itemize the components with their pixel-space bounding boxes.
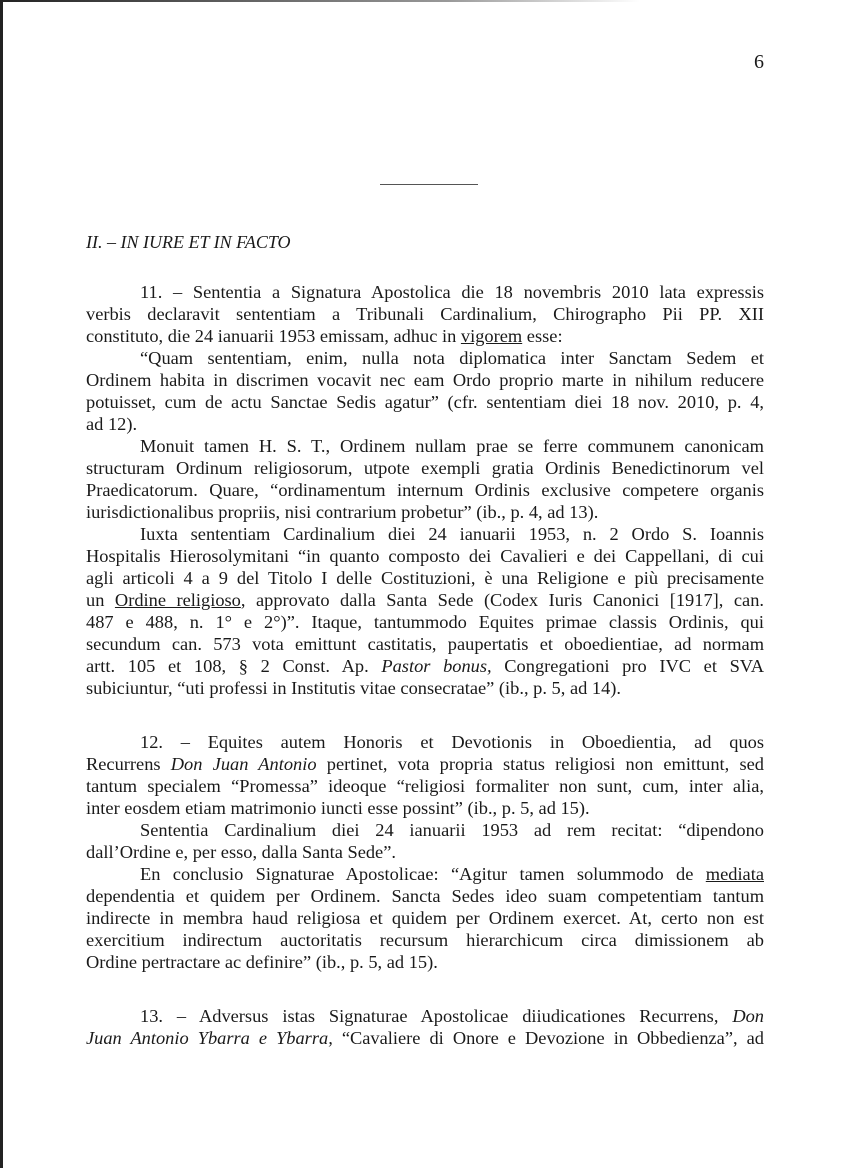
text-run: Congregationi pro IVC et SVA	[491, 656, 764, 676]
text-run: 11. – Sententia a Signatura Apostolica die 18 novembris 2010 lata expressis	[140, 282, 764, 302]
text-line	[140, 281, 764, 303]
page-number: 6	[754, 51, 764, 73]
text-run: inter eosdem etiam matrimonio iuncti esse possint” (ib., p. 5, ad 15).	[86, 798, 590, 818]
text-run: Ordine pertractare ac definire” (ib., p. 5, ad 15).	[86, 952, 438, 972]
text-line	[86, 929, 764, 951]
text-line	[86, 1027, 764, 1049]
text-run: un	[86, 590, 115, 610]
text-run: “Quam sententiam, enim, nulla nota diplomatica inter Sanctam Sedem et	[140, 348, 764, 368]
text-line	[86, 391, 764, 413]
italic-text: Juan Antonio Ybarra e Ybarra,	[86, 1028, 333, 1048]
text-line	[86, 655, 764, 677]
text-line	[140, 731, 764, 753]
text-line	[86, 303, 764, 325]
text-line	[86, 479, 764, 501]
text-run: agli articoli 4 a 9 del Titolo I delle Costituzioni, è una Religione e più precisamente	[86, 568, 764, 588]
section-heading: II. – IN IURE ET IN FACTO	[86, 232, 291, 252]
text-run: 13. – Adversus istas Signaturae Apostolicae diiudicationes Recurrens,	[140, 1006, 733, 1026]
text-run: potuisset, cum de actu Sanctae Sedis agatur” (cfr. sententiam diei 18 nov. 2010, p. 4,	[86, 392, 764, 412]
underlined-text: mediata	[705, 864, 764, 884]
text-run: Ordinem habita in discrimen vocavit nec eam Ordo proprio marte in nihilum reducere	[86, 370, 764, 390]
text-run: iurisdictionalibus propriis, nisi contrarium probetur” (ib., p. 4, ad 13).	[86, 502, 599, 522]
separator-rule	[380, 184, 478, 185]
text-run: Monuit tamen H. S. T., Ordinem nullam prae se ferre communem canonicam	[140, 436, 764, 456]
scan-edge-top	[0, 0, 640, 2]
text-run: Praedicatorum. Quare, “ordinamentum internum Ordinis exclusive competere organis	[86, 480, 764, 500]
text-run: ad 12).	[86, 414, 138, 434]
text-run: Iuxta sententiam Cardinalium diei 24 ianuarii 1953, n. 2 Ordo S. Ioannis	[140, 524, 764, 544]
text-run: structuram Ordinum religiosorum, utpote exempli gratia Ordinis Benedictinorum vel	[86, 458, 764, 478]
text-line	[86, 325, 764, 347]
text-run: 487 e 488, n. 1° e 2°)”. Itaque, tantummodo Equites primae classis Ordinis, qui	[86, 612, 764, 632]
text-line	[86, 369, 764, 391]
text-line	[86, 567, 764, 589]
text-line	[86, 633, 764, 655]
scan-edge-left	[0, 0, 3, 1168]
underlined-text: vigorem	[460, 326, 523, 346]
text-run: tantum specialem “Promessa” ideoque “religiosi formaliter non sunt, cum, inter alia,	[86, 776, 764, 796]
text-run: , approvato dalla Santa Sede (Codex Iuris Canonici [1917], can.	[240, 590, 764, 610]
text-run: “Cavaliere di Onore e Devozione in Obbedienza”, ad	[332, 1028, 764, 1048]
text-line	[140, 523, 764, 545]
text-line	[86, 753, 764, 775]
text-run: dependentia et quidem per Ordinem. Sancta Sedes ideo suam competentiam tantum	[86, 886, 764, 906]
text-run: indirecte in membra haud religiosa et quidem per Ordinem exercet. At, certo non est	[86, 908, 764, 928]
italic-text: Don	[732, 1006, 764, 1026]
text-line	[140, 1005, 764, 1027]
text-run: constituto, die 24 ianuarii 1953 emissam, adhuc in	[86, 326, 461, 346]
text-line	[86, 841, 764, 863]
text-line	[140, 863, 764, 885]
italic-text: Don Juan Antonio	[170, 754, 317, 774]
text-run: En conclusio Signaturae Apostolicae: “Agitur tamen solummodo de	[140, 864, 706, 884]
text-line	[86, 885, 764, 907]
text-line	[140, 819, 764, 841]
text-line	[86, 413, 764, 435]
text-run: pertinet, vota propria status religiosi non emittunt, sed	[316, 754, 764, 774]
text-run: secundum can. 573 vota emittunt castitatis, paupertatis et oboedientiae, ad normam	[86, 634, 764, 654]
text-run: dall’Ordine e, per esso, dalla Santa Sede”.	[86, 842, 396, 862]
text-run: artt. 105 et 108, § 2 Const. Ap.	[86, 656, 382, 676]
text-run: subiciuntur, “uti professi in Institutis vitae consecratae” (ib., p. 5, ad 14).	[86, 678, 622, 698]
text-line	[140, 347, 764, 369]
text-run: exercitium indirectum auctoritatis recursum hierarchicum circa dimissionem ab	[86, 930, 764, 950]
italic-text: Pastor bonus,	[381, 656, 492, 676]
text-line	[86, 589, 764, 611]
text-run: esse:	[522, 326, 563, 346]
text-line	[86, 457, 764, 479]
text-line	[86, 775, 764, 797]
text-line	[140, 435, 764, 457]
text-run: Sententia Cardinalium diei 24 ianuarii 1953 ad rem recitat: “dipendono	[140, 820, 764, 840]
text-run: Hospitalis Hierosolymitani “in quanto composto dei Cavalieri e dei Cappellani, di cui	[86, 546, 764, 566]
text-run: Recurrens	[86, 754, 171, 774]
text-line	[86, 545, 764, 567]
text-line	[86, 677, 764, 699]
underlined-text: Ordine religioso	[114, 590, 241, 610]
text-run: 12. – Equites autem Honoris et Devotionis in Oboedientia, ad quos	[140, 732, 764, 752]
text-run: verbis declaravit sententiam a Tribunali Cardinalium, Chirographo Pii PP. XII	[86, 304, 764, 324]
text-line	[86, 907, 764, 929]
text-line	[86, 501, 764, 523]
text-line	[86, 611, 764, 633]
text-line	[86, 951, 764, 973]
text-line	[86, 797, 764, 819]
